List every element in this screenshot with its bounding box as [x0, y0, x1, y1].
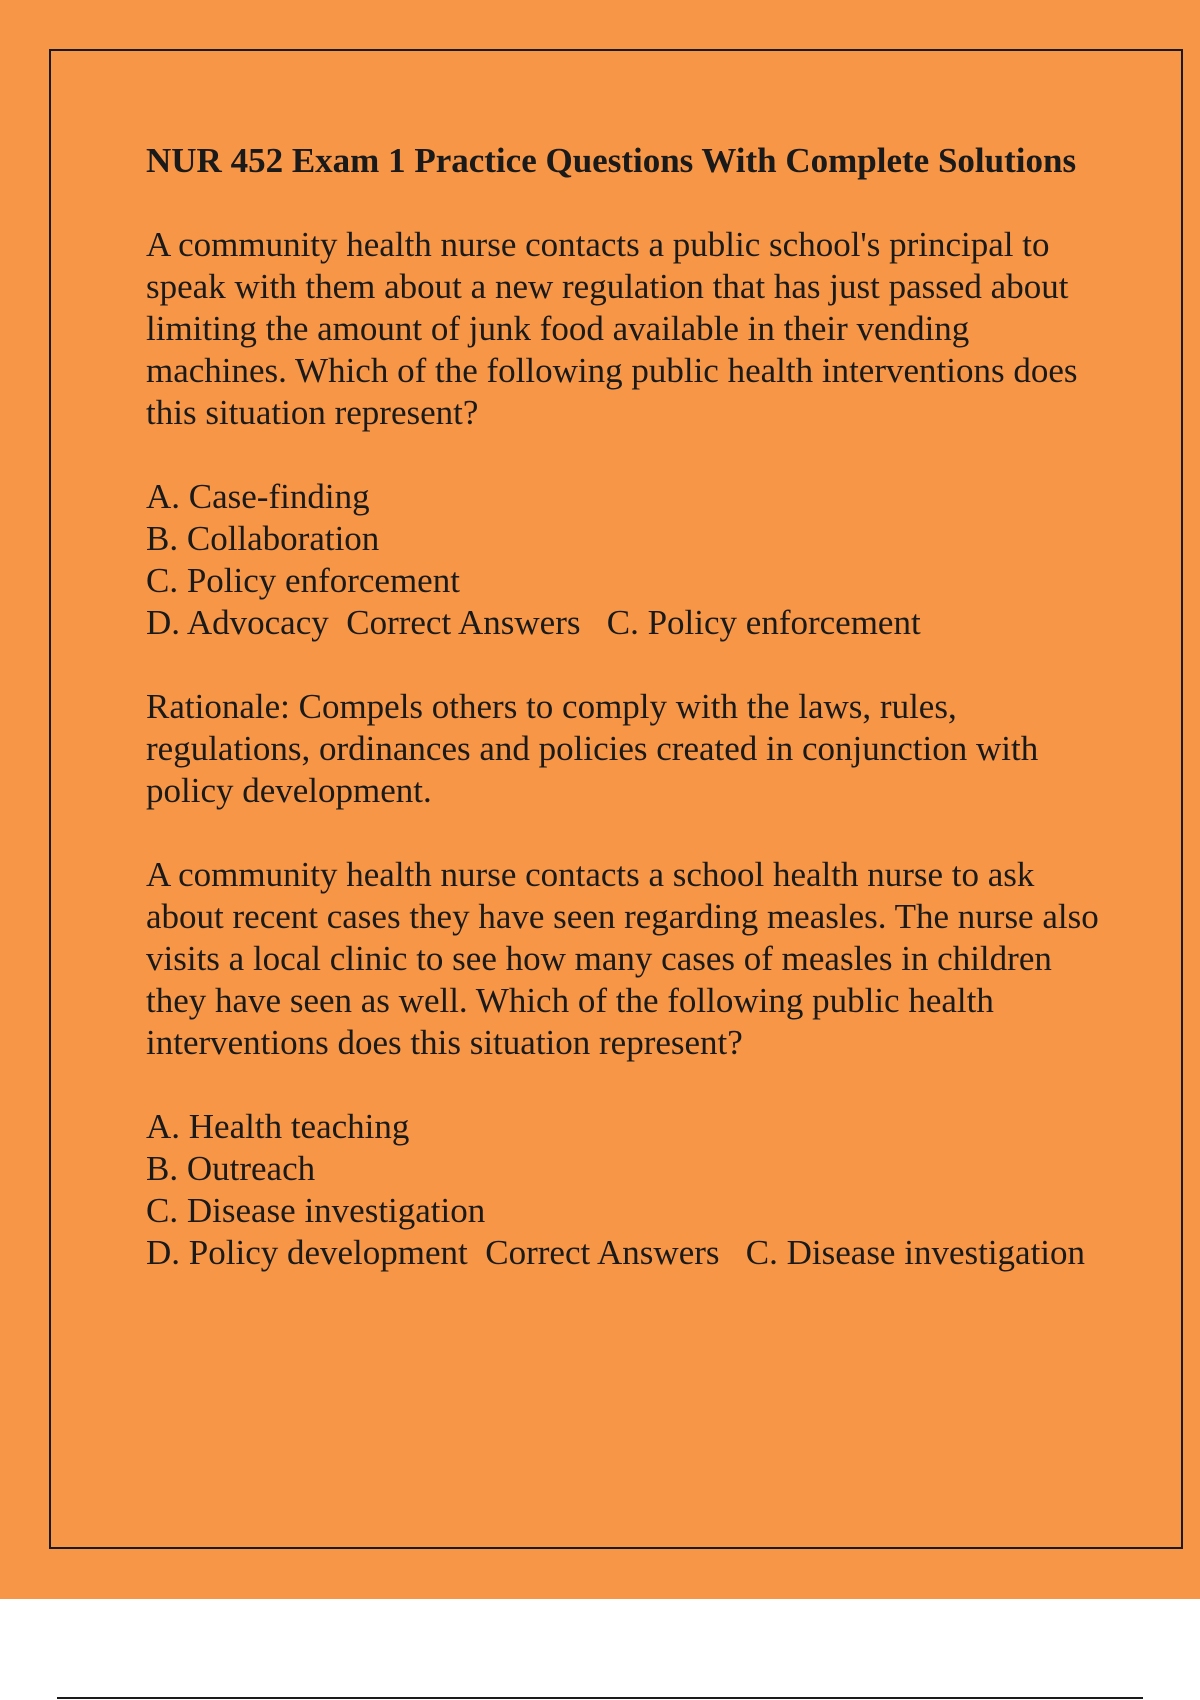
question-1-options	[146, 476, 1106, 644]
question-1-option-d-line	[146, 602, 1106, 644]
question-2-option-d: D. Policy development	[146, 1233, 468, 1272]
question-2-option-a: A. Health teaching	[146, 1107, 410, 1146]
question-2-answer-label: Correct Answers	[485, 1233, 720, 1272]
question-2-options	[146, 1106, 1106, 1274]
footer-rule	[57, 1697, 1143, 1699]
question-1-option-c: C. Policy enforcement	[146, 561, 460, 600]
question-1-stem: A community health nurse contacts a public school's principal to speak with them about a new regulation that has just passed about limiting the amount of junk food available in their vending machines. Which of the following public health interventions does this situation represent?	[146, 225, 1078, 432]
question-1-option-b: B. Collaboration	[146, 519, 380, 558]
question-2-option-b: B. Outreach	[146, 1149, 316, 1188]
document-title: NUR 452 Exam 1 Practice Questions With Complete Solutions	[146, 141, 1077, 180]
question-1-answer-label: Correct Answers	[346, 603, 581, 642]
question-2-option-d-line	[146, 1232, 1106, 1274]
document-body	[146, 140, 1106, 1316]
question-1-option-d: D. Advocacy	[146, 603, 329, 642]
question-1-answer: C. Policy enforcement	[606, 603, 921, 642]
question-1-option-a: A. Case-finding	[146, 477, 370, 516]
question-2-answer: C. Disease investigation	[745, 1233, 1086, 1272]
question-2-stem: A community health nurse contacts a school health nurse to ask about recent cases they have seen regarding measles. The nurse also visits a local clinic to see how many cases of measles in children they have seen as well. Which of the following public health interventions does this situation represent?	[146, 855, 1099, 1062]
question-1-rationale: Rationale: Compels others to comply with the laws, rules, regulations, ordinances and policies created in conjunction with policy development.	[146, 687, 1039, 810]
question-2-option-c: C. Disease investigation	[146, 1191, 486, 1230]
